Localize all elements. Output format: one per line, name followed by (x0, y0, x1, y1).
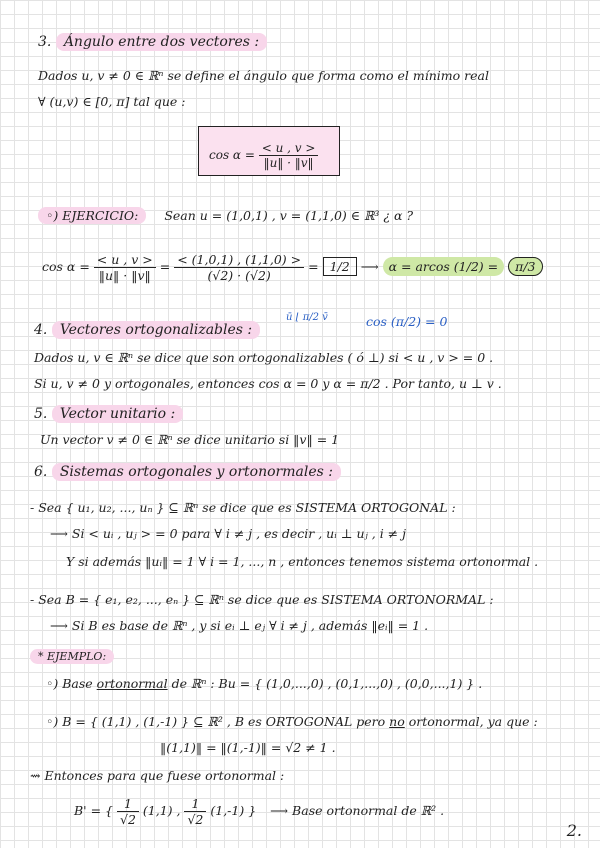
text-line: Dados u, v ≠ 0 ∈ ℝⁿ se define el ángulo que forma como el mínimo real (38, 68, 489, 83)
exercise-statement (38, 208, 413, 223)
formula-box (198, 126, 340, 176)
example-line-1 (46, 676, 482, 691)
text-line: ‖(1,1)‖ = ‖(1,-1)‖ = √2 ≠ 1 . (160, 740, 336, 755)
equals-sign: = (308, 259, 319, 274)
section-3-heading (38, 34, 267, 50)
exercise-label: ◦) EJERCICIO: (38, 207, 146, 224)
text-line: Y si además ‖uᵢ‖ = 1 ∀ i = 1, ..., n , entonces tenemos sistema ortonormal . (66, 554, 539, 569)
text-line: ⇝ Entonces para que fuese ortonormal : (30, 768, 285, 783)
example-line-2 (46, 714, 538, 729)
text-fragment: ⟶ Base ortonormal de ℝ² . (270, 803, 445, 818)
text-fragment: ortonormal, ya que : (408, 714, 538, 729)
result-box-2: π/3 (508, 257, 542, 276)
text-line: ⟶ Si B es base de ℝⁿ , y si eᵢ ⊥ eⱼ ∀ i ≠ j , además ‖eᵢ‖ = 1 . (50, 618, 429, 633)
text-line: - Sea { u₁, u₂, ..., uₙ } ⊆ ℝⁿ se dice que es SISTEMA ORTOGONAL : (30, 500, 456, 515)
fraction (184, 796, 206, 827)
text-fragment: (1,-1) } (210, 803, 257, 818)
section-title: Ángulo entre dos vectores : (56, 33, 267, 51)
solution-fraction-2 (174, 252, 304, 283)
section-4-heading (34, 322, 260, 338)
fraction (117, 796, 139, 827)
fraction-denominator: (√2) · (√2) (207, 268, 271, 283)
page-number: 2. (566, 821, 582, 840)
section-number: 4. (34, 322, 48, 338)
fraction-denominator: ‖u‖ · ‖v‖ (98, 268, 151, 283)
underlined-word: no (389, 714, 405, 729)
text-line: Si u, v ≠ 0 y ortogonales, entonces cos α = 0 y α = π/2 . Por tanto, u ⊥ v . (34, 376, 502, 391)
text-fragment: (1,1) , (142, 803, 181, 818)
fraction-numerator: 1 (184, 796, 206, 812)
arrow: ⟶ (360, 259, 379, 274)
exercise-solution (42, 252, 543, 283)
section-number: 5. (34, 406, 48, 422)
text-fragment: ◦) Base (46, 676, 93, 691)
section-number: 3. (38, 34, 52, 50)
result-box-1: 1/2 (323, 257, 357, 276)
text-line: Dados u, v ∈ ℝⁿ se dice que son ortogonalizables ( ó ⊥) si < u , v > = 0 . (34, 350, 494, 365)
fraction-denominator: ‖u‖ · ‖v‖ (263, 156, 314, 170)
fraction-numerator: < (1,0,1) , (1,1,0) > (174, 252, 304, 268)
fraction-numerator: 1 (117, 796, 139, 812)
text-line: ∀ (u,v) ∈ [0, π] tal que : (38, 94, 186, 109)
text-line: Un vector v ≠ 0 ∈ ℝⁿ se dice unitario si ‖v‖ = 1 (40, 432, 340, 447)
fraction-denominator: √2 (187, 812, 204, 827)
exercise-text: Sean u = (1,0,1) , v = (1,1,0) ∈ ℝ³ ¿ α ? (164, 208, 414, 223)
orthonormal-basis-line (74, 796, 444, 827)
section-6-heading (34, 464, 341, 480)
text-line: - Sea B = { e₁, e₂, ..., eₙ } ⊆ ℝⁿ se dice que es SISTEMA ORTONORMAL : (30, 592, 494, 607)
text-fragment: ◦) B = { (1,1) , (1,-1) } ⊆ ℝ² , B es ORTOGONAL pero (46, 714, 386, 729)
text-line: ⟶ Si < uᵢ , uⱼ > = 0 para ∀ i ≠ j , es decir , uᵢ ⊥ uⱼ , i ≠ j (50, 526, 407, 541)
fraction-numerator: < u , v > (259, 141, 319, 156)
example-label-text: * EJEMPLO: (30, 649, 114, 664)
solution-fraction-1 (94, 252, 156, 283)
cos-note: cos (π/2) = 0 (366, 314, 448, 329)
text-fragment: de ℝⁿ : Bu = { (1,0,...,0) , (0,1,...,0) , (0,0,...,1) } . (171, 676, 483, 691)
section-title: Sistemas ortogonales y ortonormales : (52, 463, 341, 481)
section-number: 6. (34, 464, 48, 480)
equals-sign: = (159, 259, 171, 274)
fraction-denominator: √2 (119, 812, 136, 827)
section-5-heading (34, 406, 183, 422)
underlined-word: ortonormal (96, 676, 168, 691)
section-title: Vector unitario : (52, 405, 183, 423)
orthogonal-sketch: ū ⌊ π/2 v̄ (286, 312, 328, 323)
formula-lhs: cos α = (209, 148, 255, 162)
alpha-expression: α = arcos (1/2) = (383, 257, 505, 276)
fraction-numerator: < u , v > (94, 252, 156, 268)
formula-fraction (259, 141, 319, 170)
section-title: Vectores ortogonalizables : (52, 321, 260, 339)
text-fragment: B' = { (74, 803, 113, 818)
example-label (30, 650, 114, 663)
solution-lhs: cos α = (42, 259, 90, 274)
